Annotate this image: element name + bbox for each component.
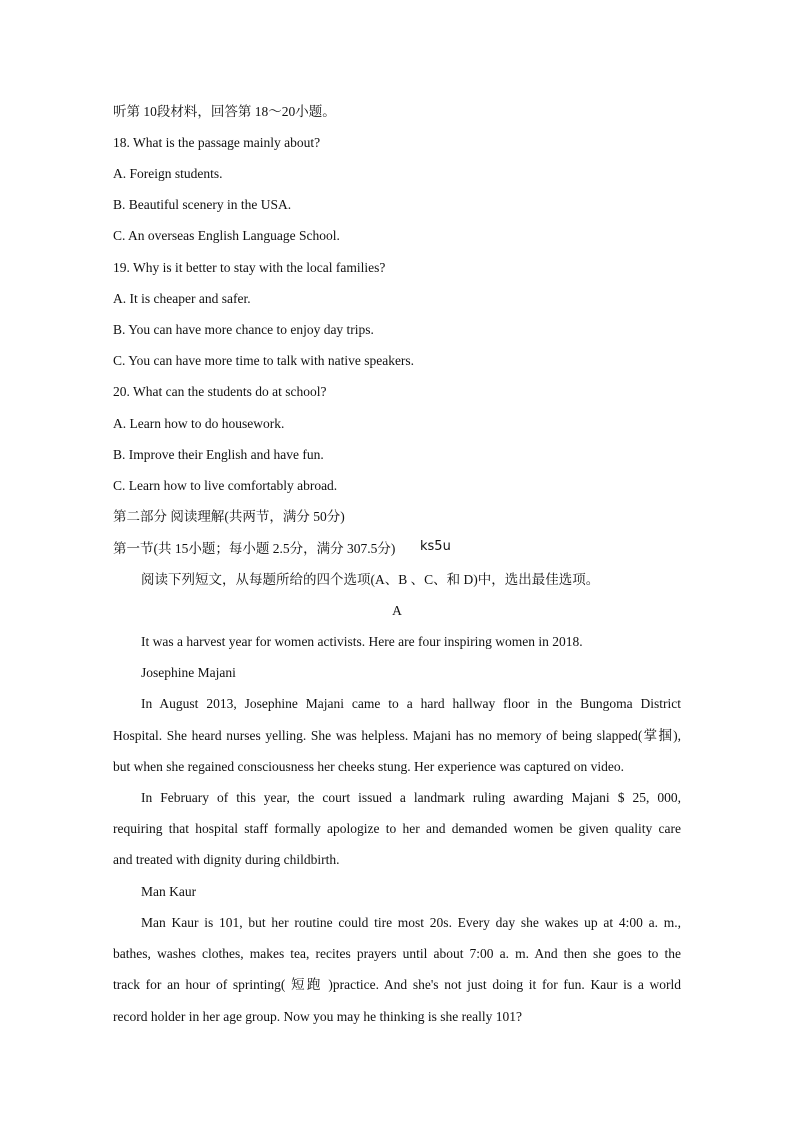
part-title: 第二部分 阅读理解(共两节，满分 50分) bbox=[113, 509, 345, 524]
person-name-majani: Josephine Majani bbox=[141, 665, 236, 680]
passage-intro: It was a harvest year for women activists. Here are four inspiring women in 2018. bbox=[141, 634, 583, 649]
question-20: 20. What can the students do at school? bbox=[113, 384, 327, 399]
question-18: 18. What is the passage mainly about? bbox=[113, 135, 321, 150]
section-title: 第一节(共 15小题；每小题 2.5分，满分 307.5分) bbox=[113, 541, 396, 556]
kaur-p1-line3: track for an hour of sprinting( 短跑 )practice. And she's not just doing it for fun. Kaur is a world bbox=[113, 977, 681, 992]
majani-p2-line1: In February of this year, the court issued a landmark ruling awarding Majani $ 25, 000, bbox=[141, 790, 681, 805]
majani-p2-line3: and treated with dignity during childbirth. bbox=[113, 852, 340, 867]
q20-option-c: C. Learn how to live comfortably abroad. bbox=[113, 478, 338, 493]
majani-p2-line2: requiring that hospital staff formally apologize to her and demanded women be given quality care bbox=[113, 821, 681, 836]
kaur-p1-line4: record holder in her age group. Now you may he thinking is she really 101? bbox=[113, 1009, 523, 1024]
watermark-text: ks5u bbox=[420, 539, 451, 554]
passage-label: A bbox=[392, 603, 402, 618]
q18-option-a: A. Foreign students. bbox=[113, 166, 223, 181]
question-19: 19. Why is it better to stay with the local families? bbox=[113, 260, 386, 275]
q19-option-b: B. You can have more chance to enjoy day trips. bbox=[113, 322, 374, 337]
majani-p1-line3: but when she regained consciousness her cheeks stung. Her experience was captured on video. bbox=[113, 759, 624, 774]
q19-option-c: C. You can have more time to talk with native speakers. bbox=[113, 353, 415, 368]
q18-option-b: B. Beautiful scenery in the USA. bbox=[113, 197, 292, 212]
person-name-kaur: Man Kaur bbox=[141, 884, 197, 899]
majani-p1-line1: In August 2013, Josephine Majani came to a hard hallway floor in the Bungoma District bbox=[141, 696, 681, 711]
majani-p1-line2: Hospital. She heard nurses yelling. She was helpless. Majani has no memory of being slapped(掌掴), bbox=[113, 728, 681, 743]
q20-option-a: A. Learn how to do housework. bbox=[113, 416, 285, 431]
q18-option-c: C. An overseas English Language School. bbox=[113, 228, 340, 243]
kaur-p1-line1: Man Kaur is 101, but her routine could tire most 20s. Every day she wakes up at 4:00 a. m., bbox=[141, 915, 681, 930]
reading-instructions: 阅读下列短文，从每题所给的四个选项(A、B 、C、和 D)中，选出最佳选项。 bbox=[141, 572, 600, 587]
q19-option-a: A. It is cheaper and safer. bbox=[113, 291, 251, 306]
q20-option-b: B. Improve their English and have fun. bbox=[113, 447, 324, 462]
listening-intro: 听第 10段材料，回答第 18～20小题。 bbox=[113, 104, 336, 119]
kaur-p1-line2: bathes, washes clothes, makes tea, recites prayers until about 7:00 a. m. And then she goes to the bbox=[113, 946, 681, 961]
